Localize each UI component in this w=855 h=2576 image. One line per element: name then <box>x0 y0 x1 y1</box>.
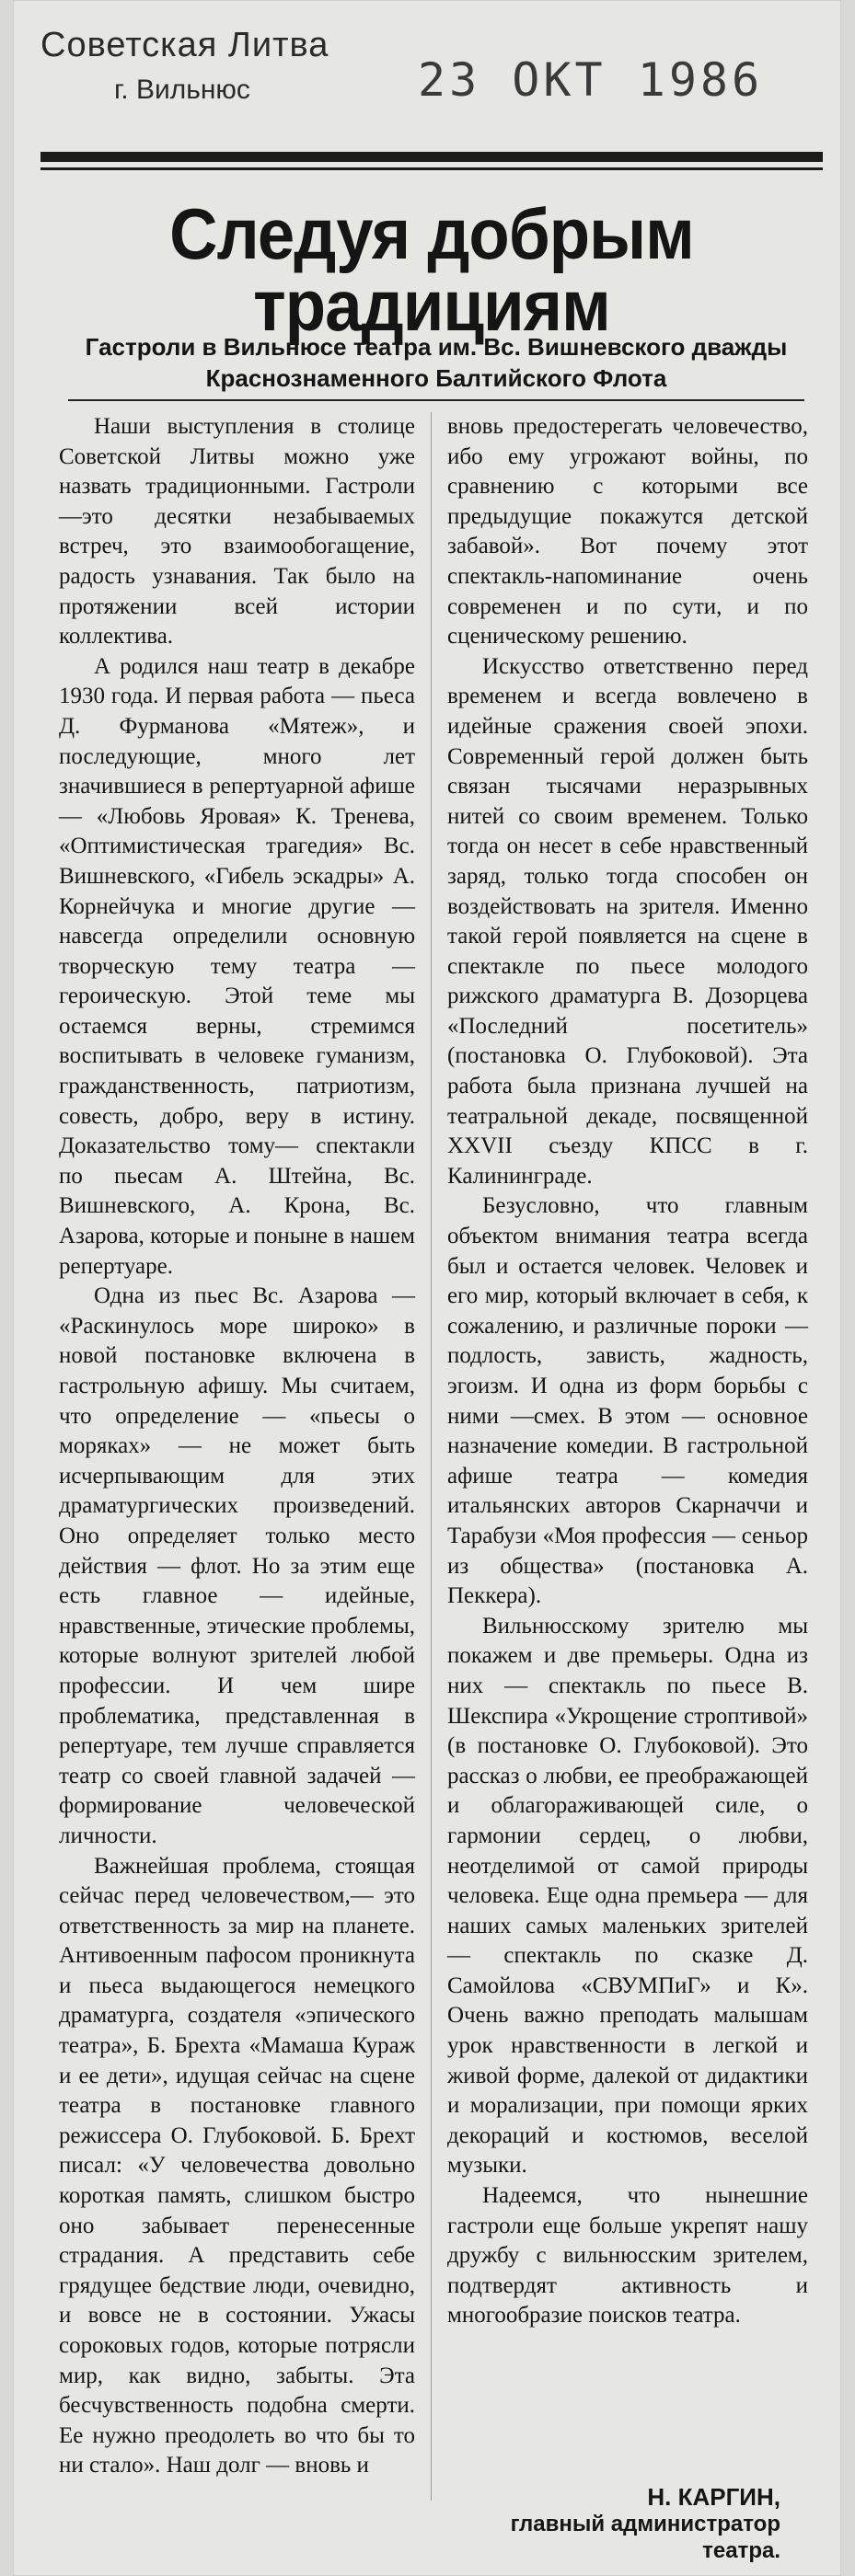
paragraph: вновь предостерегать человечество, ибо ему угрожают войны, по сравнению с которыми все предыдущие покажутся детской забавой». Вот почему этот спектакль-напоминание очень современен и по сути, и по сценическому решению. <box>447 414 808 650</box>
newspaper-name: Советская Литва <box>40 26 329 64</box>
paragraph: Надеемся, что нынешние гастроли еще больше укрепят нашу дружбу с вильнюсским зрителем, подтвердят активность и многообразие поисков театра. <box>447 2183 808 2329</box>
article-column-left <box>59 412 415 2481</box>
paragraph: Наши выступления в столице Советской Литвы можно уже назвать традиционными. Гастроли —это десятки незабываемых встреч, это взаимообогащение, радость узнавания. Так было на протяжении всей истории коллектива. <box>59 414 415 650</box>
author-name: Н. КАРГИН, <box>647 2483 780 2511</box>
paragraph: Важнейшая проблема, стоящая сейчас перед человечеством,— это ответственность за мир на планете. Антивоенным пафосом проникнута и пьеса выдающегося немецкого драматурга, создателя «эпического театра», Б. Брехта «Мамаша Кураж и ее дети», идущая сейчас на сцене театра в постановке главного режиссера О. Глубоковой. Б. Брехт писал: «У человечества довольно короткая память, слишком быстро оно забывает перенесенные страдания. А представить себе грядущее бедствие люди, очевидно, и вовсе не в состоянии. Ужасы сороковых годов, которые потрясли мир, как видно, забыты. Эта бесчувственность подобна смерти. Ее нужно преодолеть во что бы то ни стало». Наш долг — вновь и <box>59 1853 415 2478</box>
paragraph: А родился наш театр в декабре 1930 года. И первая работа — пьеса Д. Фурманова «Мятеж», и последующие, много лет значившиеся в репертуарной афише— «Любовь Яровая» К. Тренева, «Оптимистическая трагедия» Вс. Вишневского, «Гибель эскадры» А. Корнейчука и многие другие — навсегда определили основную творческую тему театра — героическую. Этой теме мы остаемся верны, стремимся воспитывать в человеке гуманизм, гражданственность, патриотизм, совесть, добро, веру в истину. Доказательство тому— спектакли по пьесам А. Штейна, Вс. Вишневского, А. Крона, Вс. Азарова, которые и поныне в нашем репертуаре. <box>59 653 415 1279</box>
masthead-rule-thick <box>40 152 823 162</box>
paragraph: Одна из пьес Вс. Азарова — «Раскинулось море широко» в новой постановке включена в гастрольную афишу. Мы считаем, что определение — «пьесы о моряках» — не может быть исчерпывающим для этих драматургических произведений. Оно определяет только место действия — флот. Но за этим еще есть главное — идейные, нравственные, этические проблемы, которые волнуют зрителей любой профессии. И чем шире проблематика, представленная в репертуаре, тем лучше справляется театр со своей главной задачей — формирование человеческой личности. <box>59 1283 415 1848</box>
article-subheadline: Гастроли в Вильнюсе театра им. Вс. Вишневского дважды Краснознаменного Балтийского Флота <box>85 333 788 392</box>
date-stamp: 23 ОКТ 1986 <box>418 53 764 107</box>
paragraph: Искусство ответственно перед временем и всегда вовлечено в идейные сражения своей эпохи. Современный герой должен быть связан тысячами неразрывных нитей со своим временем. Только тогда он несет в себе нравственный заряд, только тогда способен он воздействовать на зрителя. Именно такой герой появляется на сцене в спектакле по пьесе молодого рижского драматурга В. Дозорцева «Последний посетитель» (постановка О. Глубоковой). Эта работа была признана лучшей на театральной декаде, посвященной XXVII съезду КПСС в г. Калининграде. <box>447 653 808 1189</box>
paragraph: Вильнюсскому зрителю мы покажем и две премьеры. Одна из них — спектакль по пьесе В. Шекспира «Укрощение строптивой» (в постановке О. Глубоковой). Это рассказ о любви, ее преображающей и облагораживающей силе, о гармонии сердец, о любви, неотделимой от самой природы человека. Еще одна премьера — для наших самых маленьких зрителей — спектакль по сказке Д. Самойлова «СВУМПиГ» и К». Очень важно преподать малышам урок нравственности в легкой и живой форме, далекой от дидактики и морализации, при помощи ярких декораций и костюмов, веселой музыки. <box>447 1613 808 2179</box>
masthead <box>40 26 329 106</box>
paragraph: Безусловно, что главным объектом внимания театра всегда был и остается человек. Человек и его мир, который включает в себя, к сожалению, и различные пороки — подлость, зависть, жадность, эгоизм. И одна из форм борьбы с ними —смех. В этом — основное назначение комедии. В гастрольной афише театра — комедия итальянских авторов Скарначчи и Тарабузи «Моя профессия — сеньор из общества» (постановка А. Пеккера). <box>447 1193 808 1609</box>
article-headline: Следуя добрым традициям <box>169 193 694 346</box>
masthead-rule-thin <box>40 167 823 170</box>
newspaper-clipping <box>13 0 841 2576</box>
article-column-right <box>447 412 808 2331</box>
author-title: главный администратор <box>510 2512 780 2536</box>
author-signature <box>511 2484 780 2564</box>
subheadline-underline <box>68 399 804 401</box>
column-divider <box>431 412 432 2501</box>
author-title-cont: театра. <box>702 2538 780 2563</box>
newspaper-city: г. Вильнюс <box>114 75 250 105</box>
